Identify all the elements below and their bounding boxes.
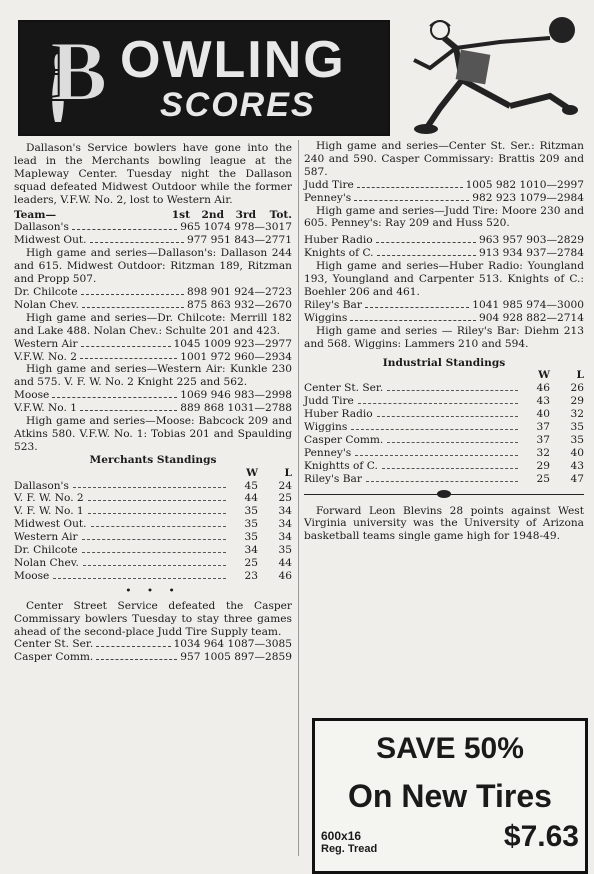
high-game-paragraph: High game and series—Dr. Chilcote: Merrill 182 and Lake 488. Nolan Chev.: Schulte 201 and 423. — [14, 311, 292, 337]
high-game-paragraph: High game and series—Huber Radio: Youngland 193, Youngland and Carpenter 513. Knights of C.: Boehler 206 and 461. — [304, 260, 584, 298]
standings-team: Casper Comm. — [304, 433, 384, 446]
standings-losses: 25 — [278, 492, 292, 505]
standings-wins: 35 — [244, 505, 258, 518]
dot-leader — [83, 557, 226, 566]
right-column — [304, 140, 584, 543]
standings-wins: 25 — [536, 472, 550, 485]
team-scores: 1045 1009 923—2977 — [173, 337, 292, 350]
standings-wins: 34 — [244, 544, 258, 557]
standings-wins: 46 — [536, 382, 550, 395]
column-divider — [298, 140, 299, 856]
high-game-paragraph: High game and series—Judd Tire: Moore 230 and 605. Penney's: Ray 209 and Huss 520. — [304, 204, 584, 230]
high-game-paragraph: High game and series—Moose: Babcock 209 and Atkins 580. V.F.W. No. 1: Tobias 201 and Spaulding 523. — [14, 415, 292, 453]
team-name: V.F.W. No. 2 — [14, 350, 77, 363]
standings-row — [304, 473, 584, 486]
standings-team: V. F. W. No. 2 — [14, 492, 84, 505]
standings-team: Riley's Bar — [304, 472, 362, 485]
dot-leader — [351, 421, 518, 430]
team-name: Huber Radio — [304, 234, 373, 247]
team-scores: 875 863 932—2670 — [187, 298, 292, 311]
team-scores: 889 868 1031—2788 — [180, 402, 292, 415]
standings-column-header — [304, 369, 584, 382]
standings-row — [14, 570, 292, 583]
section-separator: • • • — [125, 584, 181, 597]
news-paragraph: Forward Leon Blevins 28 points against West Virginia university was the University of Arizona basketball teams single game high for 1948-49. — [304, 504, 584, 543]
standings-team: Dr. Chilcote — [14, 544, 78, 557]
dot-leader — [382, 460, 518, 469]
team-scores: 1001 972 960—2934 — [180, 350, 292, 363]
standings-losses: 32 — [570, 408, 584, 421]
regular-tread-label: Reg. Tread — [321, 843, 378, 855]
ad-subheadline: On New Tires — [348, 778, 552, 814]
match-row — [304, 312, 584, 325]
standings-wins: 37 — [536, 421, 550, 434]
section-separator — [304, 489, 584, 499]
dot-leader — [377, 408, 518, 417]
standings-wins: 40 — [536, 408, 550, 421]
merchants-standings-title: Merchants Standings — [89, 453, 217, 466]
losses-header: L — [284, 466, 292, 479]
tire-size: 600x16 — [321, 829, 362, 843]
standings-wins: 29 — [536, 459, 550, 472]
standings-losses: 47 — [570, 472, 584, 485]
team-scores: 913 934 937—2784 — [479, 247, 584, 260]
standings-wins: 43 — [536, 395, 550, 408]
standings-losses: 44 — [278, 557, 292, 569]
industrial-standings-list — [304, 382, 584, 485]
high-game-paragraph: High game and series — Riley's Bar: Diehm 213 and 568. Wiggins: Lammers 210 and 594. — [304, 324, 584, 350]
match-row — [14, 234, 292, 247]
standings-row — [14, 557, 292, 570]
match-row — [14, 638, 292, 651]
team-name: V.F.W. No. 1 — [14, 402, 77, 415]
match-row — [14, 402, 292, 415]
standings-team: Center St. Ser. — [304, 382, 384, 395]
team-name: Midwest Out. — [14, 234, 87, 247]
dot-leader — [73, 480, 226, 489]
dot-leader — [91, 518, 226, 527]
standings-row — [14, 531, 292, 544]
team-name: Penney's — [304, 191, 352, 204]
dot-leader — [366, 473, 518, 482]
team-scores: 957 1005 897—2859 — [180, 651, 292, 664]
standings-wins: 45 — [244, 479, 258, 492]
standings-column-header — [14, 467, 292, 480]
standings-team: Knightts of C. — [304, 459, 378, 472]
high-game-paragraph: High game and series—Western Air: Kunkle 230 and 575. V. F. W. No. 2 Knight 225 and 562. — [14, 363, 292, 389]
standings-losses: 35 — [278, 544, 292, 557]
match-row — [304, 192, 584, 205]
merchants-standings-list — [14, 480, 292, 583]
match-row — [14, 389, 292, 402]
match-row — [304, 179, 584, 192]
standings-losses: 34 — [278, 505, 292, 518]
bowling-scores-header — [8, 8, 584, 136]
team-name: Western Air — [14, 337, 78, 350]
match-row — [14, 338, 292, 351]
team-scores: 982 923 1079—2984 — [472, 191, 584, 204]
match-row — [304, 234, 584, 247]
dot-leader — [82, 544, 226, 553]
high-game-paragraph: High game and series—Dallason's: Dallason 244 and 615. Midwest Outdoor: Ritzman 189, Ritzman and Propp 507. — [14, 247, 292, 286]
team-name: Judd Tire — [304, 178, 354, 191]
tire-price: $7.63 — [503, 820, 579, 853]
standings-team: Penney's — [304, 446, 352, 459]
team-name: Casper Comm. — [14, 651, 94, 664]
ad-headline: SAVE 50% — [376, 732, 524, 765]
standings-wins: 32 — [536, 446, 550, 459]
standings-losses: 26 — [570, 382, 584, 395]
standings-row — [14, 480, 292, 493]
second-header: 2nd — [201, 208, 224, 221]
third-header: 3rd — [235, 208, 256, 221]
standings-wins: 25 — [244, 557, 258, 569]
standings-losses: 43 — [570, 459, 584, 472]
left-column — [14, 142, 292, 664]
dot-leader — [82, 531, 226, 540]
standings-wins: 37 — [536, 433, 550, 446]
dot-leader — [387, 382, 518, 391]
high-game-paragraph: High game and series—Center St. Ser.: Ritzman 240 and 590. Casper Commissary: Brattis 209 and 587. — [304, 140, 584, 178]
standings-losses: 35 — [570, 433, 584, 446]
team-scores: 1005 982 1010—2997 — [465, 178, 584, 191]
standings-losses: 24 — [278, 479, 292, 492]
standings-wins: 23 — [244, 569, 258, 582]
standings-losses: 46 — [278, 569, 292, 582]
team-scores: 965 1074 978—3017 — [180, 221, 292, 234]
total-header: Tot. — [269, 208, 292, 221]
team-scores: 898 901 924—2723 — [187, 285, 292, 298]
team-scores: 963 957 903—2829 — [479, 234, 584, 247]
standings-team: V. F. W. No. 1 — [14, 505, 84, 518]
standings-team: Western Air — [14, 531, 78, 544]
team-name: Nolan Chev. — [14, 298, 79, 311]
title-word: OWLING — [120, 31, 346, 89]
standings-row — [14, 544, 292, 557]
tire-advertisement — [312, 718, 588, 874]
team-header: Team— — [14, 208, 57, 221]
standings-losses: 35 — [570, 421, 584, 434]
match-row — [304, 299, 584, 312]
standings-team: Wiggins — [304, 421, 348, 434]
scores-header-row — [14, 209, 292, 222]
dot-leader — [358, 395, 518, 404]
match-row — [14, 286, 292, 299]
team-scores: 1041 985 974—3000 — [472, 298, 584, 311]
match-row — [304, 247, 584, 260]
team-name: Wiggins — [304, 311, 348, 324]
team-scores: 904 928 882—2714 — [479, 311, 584, 324]
standings-team: Dallason's — [14, 479, 69, 492]
team-name: Moose — [14, 389, 50, 402]
bowler-illustration-icon — [400, 8, 584, 136]
match-row — [14, 651, 292, 664]
match-row — [14, 221, 292, 234]
team-scores: 1034 964 1087—3085 — [173, 638, 292, 651]
title-banner — [18, 20, 390, 136]
match-row — [14, 351, 292, 364]
intro-paragraph: Dallason's Service bowlers have gone into the lead in the Merchants bowling league at the Mapleway Center. Tuesday night the Dallason squad defeated Midwest Outdoor while the former leaders, V.F.W. No. 2, lost to Western Air. — [14, 142, 292, 206]
team-name: Center St. Ser. — [14, 638, 94, 651]
losses-header: L — [576, 369, 584, 382]
dot-leader — [53, 570, 226, 579]
industrial-standings-title: Industrial Standings — [382, 356, 506, 369]
standings-row — [304, 460, 584, 473]
team-name: Riley's Bar — [304, 298, 362, 311]
title-initial: B — [50, 23, 108, 119]
dot-leader — [88, 492, 226, 501]
standings-row — [304, 421, 584, 434]
standings-row — [304, 447, 584, 460]
standings-team: Midwest Out. — [14, 518, 87, 531]
dot-leader — [355, 447, 518, 456]
standings-row — [14, 492, 292, 505]
news-paragraph: Center Street Service defeated the Casper Commissary bowlers Tuesday to stay three games ahead of the second-place Judd Tire Supply team. — [14, 599, 292, 638]
standings-losses: 34 — [278, 518, 292, 531]
standings-team: Huber Radio — [304, 408, 373, 421]
team-name: Dallason's — [14, 221, 69, 234]
wins-header: W — [538, 369, 550, 382]
standings-wins: 44 — [244, 492, 258, 505]
standings-losses: 29 — [570, 395, 584, 408]
standings-wins: 35 — [244, 518, 258, 531]
team-name: Dr. Chilcote — [14, 285, 78, 298]
team-name: Knights of C. — [304, 247, 374, 260]
standings-team: Nolan Chev. — [14, 557, 79, 569]
title-subword: SCORES — [160, 86, 316, 124]
dot-leader — [387, 434, 518, 443]
standings-row — [304, 395, 584, 408]
first-header: 1st — [171, 208, 190, 221]
standings-losses: 40 — [570, 446, 584, 459]
standings-row — [14, 505, 292, 518]
wins-header: W — [246, 466, 258, 479]
standings-team: Moose — [14, 569, 50, 582]
standings-wins: 35 — [244, 531, 258, 544]
standings-losses: 34 — [278, 531, 292, 544]
standings-row — [14, 518, 292, 531]
match-row — [14, 299, 292, 312]
team-scores: 977 951 843—2771 — [187, 234, 292, 247]
standings-row — [304, 382, 584, 395]
separator-ornament-icon — [437, 490, 451, 498]
team-scores: 1069 946 983—2998 — [180, 389, 292, 402]
standings-row — [304, 408, 584, 421]
standings-row — [304, 434, 584, 447]
dot-leader — [88, 505, 226, 514]
standings-team: Judd Tire — [304, 395, 354, 408]
